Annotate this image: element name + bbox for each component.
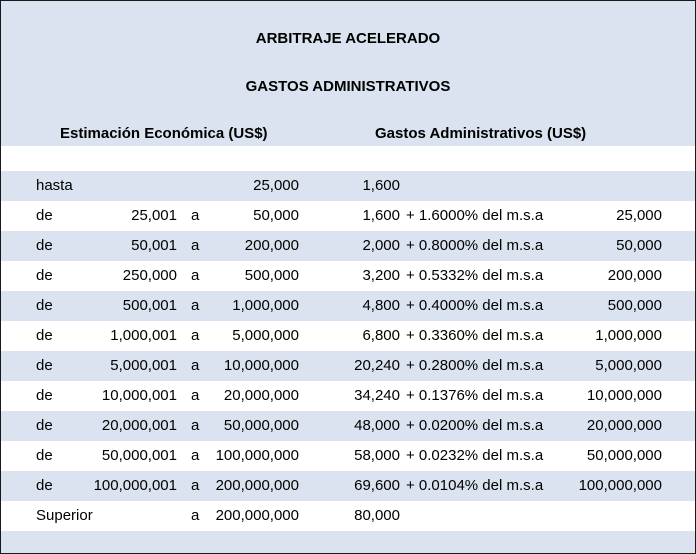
- cell-prefix: de: [36, 447, 53, 464]
- cell-percentage: + 0.3360% del m.s.a: [406, 327, 544, 344]
- cell-base-fee: 20,240: [354, 357, 400, 374]
- cell-range-a: a: [191, 327, 200, 344]
- cell-percentage: + 0.0232% del m.s.a: [406, 447, 544, 464]
- cell-excess-over: 50,000: [616, 237, 662, 254]
- cell-excess-over: 25,000: [616, 207, 662, 224]
- cell-prefix: de: [36, 387, 53, 404]
- cell-range-a: a: [191, 417, 200, 434]
- cell-range-from: 20,000,001: [101, 417, 177, 434]
- table-row: [1, 201, 695, 231]
- table-row: [1, 351, 695, 381]
- cell-range-to: 50,000: [253, 207, 299, 224]
- cell-range-to: 5,000,000: [232, 327, 299, 344]
- cell-prefix: de: [36, 477, 53, 494]
- cell-range-a: a: [191, 507, 200, 524]
- table-row: [1, 171, 695, 201]
- cell-range-to: 200,000,000: [215, 477, 299, 494]
- cell-range-to: 20,000,000: [223, 387, 299, 404]
- cell-base-fee: 1,600: [362, 207, 400, 224]
- cell-base-fee: 58,000: [354, 447, 400, 464]
- cell-prefix: de: [36, 267, 53, 284]
- cell-excess-over: 20,000,000: [586, 417, 662, 434]
- cell-prefix: de: [36, 357, 53, 374]
- cell-range-to: 200,000,000: [215, 507, 299, 524]
- cell-prefix: de: [36, 417, 53, 434]
- cell-prefix: de: [36, 207, 53, 224]
- cell-percentage: + 0.0104% del m.s.a: [406, 477, 544, 494]
- table-subtitle: GASTOS ADMINISTRATIVOS: [245, 78, 451, 95]
- cell-range-to: 25,000: [253, 177, 299, 194]
- table-row: [1, 261, 695, 291]
- cell-range-a: a: [191, 207, 200, 224]
- cell-base-fee: 4,800: [362, 297, 400, 314]
- cell-range-from: 25,001: [131, 207, 177, 224]
- cell-excess-over: 10,000,000: [586, 387, 662, 404]
- cell-excess-over: 500,000: [607, 297, 662, 314]
- spacer-row: [1, 146, 695, 168]
- cell-range-a: a: [191, 267, 200, 284]
- cell-base-fee: 2,000: [362, 237, 400, 254]
- table-row: [1, 501, 695, 531]
- cell-excess-over: 5,000,000: [595, 357, 662, 374]
- cell-percentage: + 0.5332% del m.s.a: [406, 267, 544, 284]
- cell-percentage: + 0.0200% del m.s.a: [406, 417, 544, 434]
- column-header-fees: Gastos Administrativos (US$): [375, 125, 587, 142]
- cell-excess-over: 1,000,000: [595, 327, 662, 344]
- cell-base-fee: 69,600: [354, 477, 400, 494]
- table-row: [1, 231, 695, 261]
- cell-base-fee: 3,200: [362, 267, 400, 284]
- cell-prefix: de: [36, 297, 53, 314]
- cell-base-fee: 34,240: [354, 387, 400, 404]
- table-row: [1, 411, 695, 441]
- cell-range-from: 100,000,001: [93, 477, 177, 494]
- table-header-block: [1, 1, 695, 146]
- table-row: [1, 291, 695, 321]
- cell-range-from: 1,000,001: [110, 327, 177, 344]
- cell-percentage: + 0.8000% del m.s.a: [406, 237, 544, 254]
- cell-percentage: + 0.4000% del m.s.a: [406, 297, 544, 314]
- cell-range-to: 200,000: [244, 237, 299, 254]
- cell-percentage: + 1.6000% del m.s.a: [406, 207, 544, 224]
- cell-base-fee: 48,000: [354, 417, 400, 434]
- cell-range-from: 5,000,001: [110, 357, 177, 374]
- cell-range-a: a: [191, 297, 200, 314]
- cell-prefix: de: [36, 327, 53, 344]
- cell-excess-over: 100,000,000: [578, 477, 662, 494]
- cell-range-from: 50,001: [131, 237, 177, 254]
- cell-prefix: hasta: [36, 177, 73, 194]
- cell-range-to: 500,000: [244, 267, 299, 284]
- table-title: ARBITRAJE ACELERADO: [255, 30, 441, 47]
- cell-range-a: a: [191, 237, 200, 254]
- cell-range-a: a: [191, 357, 200, 374]
- cell-percentage: + 0.2800% del m.s.a: [406, 357, 544, 374]
- table-row: [1, 321, 695, 351]
- cell-range-from: 250,000: [122, 267, 177, 284]
- cell-range-a: a: [191, 447, 200, 464]
- cell-range-to: 100,000,000: [215, 447, 299, 464]
- cell-range-from: 10,000,001: [101, 387, 177, 404]
- table-row: [1, 471, 695, 501]
- column-header-estimate: Estimación Económica (US$): [60, 125, 268, 142]
- cell-range-to: 50,000,000: [223, 417, 299, 434]
- table-row: [1, 441, 695, 471]
- table-row: [1, 381, 695, 411]
- cell-percentage: + 0.1376% del m.s.a: [406, 387, 544, 404]
- bottom-band: [1, 531, 695, 553]
- cell-range-to: 10,000,000: [223, 357, 299, 374]
- cell-excess-over: 50,000,000: [586, 447, 662, 464]
- cell-range-from: 50,000,001: [101, 447, 177, 464]
- cell-prefix: de: [36, 237, 53, 254]
- fee-rows: [1, 171, 695, 531]
- cell-range-to: 1,000,000: [232, 297, 299, 314]
- cell-base-fee: 80,000: [354, 507, 400, 524]
- cell-base-fee: 6,800: [362, 327, 400, 344]
- cell-prefix: Superior: [36, 507, 93, 524]
- cell-range-a: a: [191, 387, 200, 404]
- cell-base-fee: 1,600: [362, 177, 400, 194]
- cell-range-from: 500,001: [122, 297, 177, 314]
- cell-range-a: a: [191, 477, 200, 494]
- cell-excess-over: 200,000: [607, 267, 662, 284]
